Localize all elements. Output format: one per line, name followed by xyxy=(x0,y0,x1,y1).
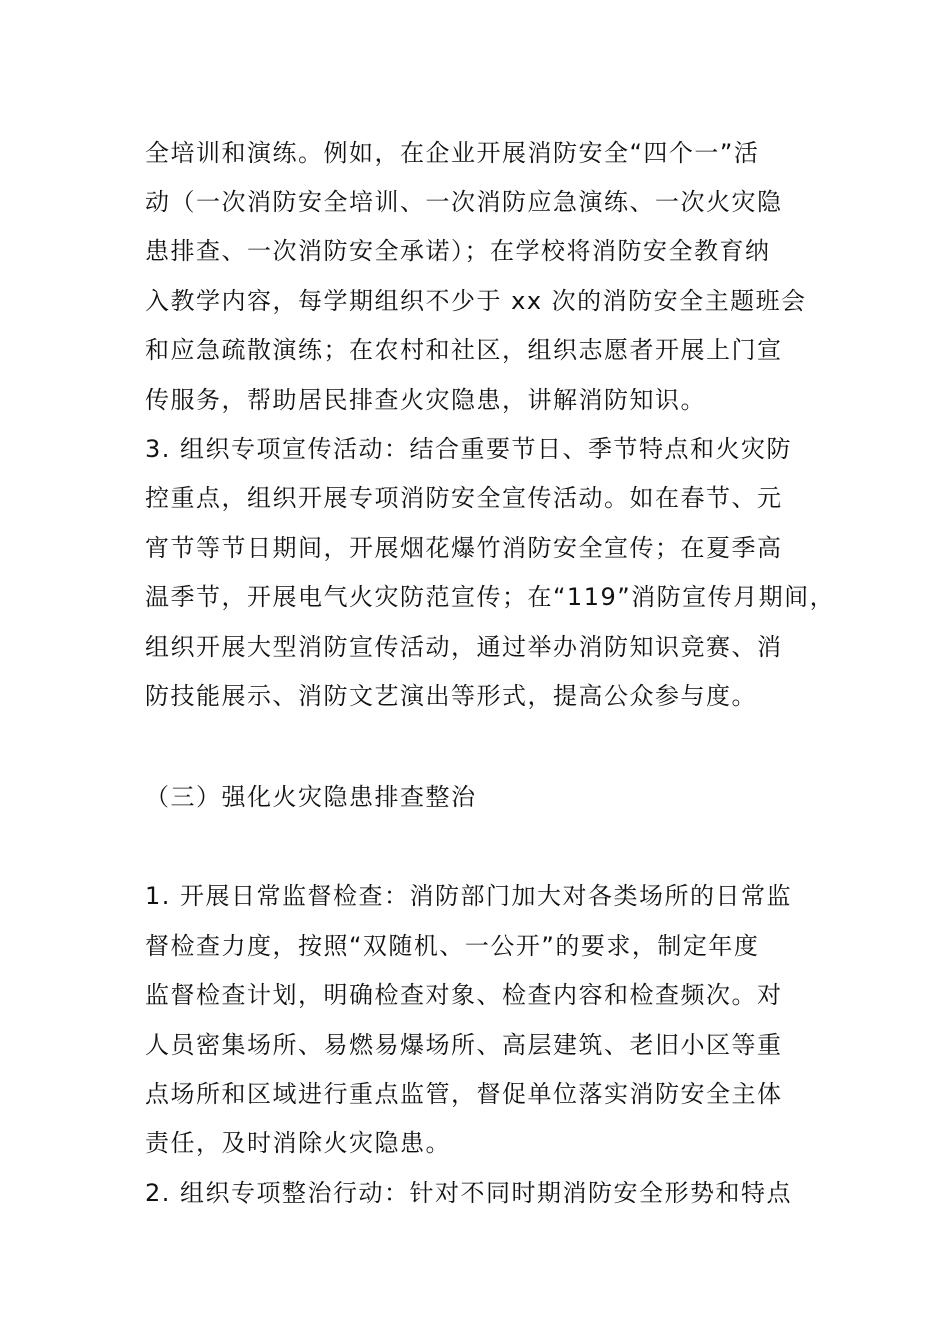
text-line: 2. 组织专项整治行动：针对不同时期消防安全形势和特点 xyxy=(145,1179,793,1207)
section-heading: （三）强化火灾隐患排查整治 xyxy=(145,783,477,811)
text-line: 督检查力度，按照“双随机、一公开”的要求，制定年度 xyxy=(145,932,760,960)
text-line: 防技能展示、消防文艺演出等形式，提高公众参与度。 xyxy=(145,682,757,710)
text-line: 入教学内容，每学期组织不少于 xx 次的消防安全主题班会 xyxy=(145,287,807,315)
text-line: 传服务，帮助居民排查火灾隐患，讲解消防知识。 xyxy=(145,386,706,414)
text-line: 和应急疏散演练；在农村和社区，组织志愿者开展上门宣 xyxy=(145,336,783,364)
text-line: 点场所和区域进行重点监管，督促单位落实消防安全主体 xyxy=(145,1080,783,1108)
text-line: 温季节，开展电气火灾防范宣传；在“119”消防宣传月期间， xyxy=(145,583,836,611)
text-line: 宵节等节日期间，开展烟花爆竹消防安全宣传；在夏季高 xyxy=(145,534,783,562)
text-line: 1. 开展日常监督检查：消防部门加大对各类场所的日常监 xyxy=(145,882,793,910)
text-line: 全培训和演练。例如，在企业开展消防安全“四个一”活 xyxy=(145,139,760,167)
text-line: 3. 组织专项宣传活动：结合重要节日、季节特点和火灾防 xyxy=(145,435,793,463)
text-line: 监督检查计划，明确检查对象、检查内容和检查频次。对 xyxy=(145,981,783,1009)
text-line: 组织开展大型消防宣传活动，通过举办消防知识竞赛、消 xyxy=(145,633,783,661)
text-line: 责任，及时消除火灾隐患。 xyxy=(145,1129,451,1157)
text-line: 人员密集场所、易燃易爆场所、高层建筑、老旧小区等重 xyxy=(145,1031,783,1059)
text-line: 动（一次消防安全培训、一次消防应急演练、一次火灾隐 xyxy=(145,188,783,216)
text-line: 控重点，组织开展专项消防安全宣传活动。如在春节、元 xyxy=(145,484,783,512)
text-line: 患排查、一次消防安全承诺）；在学校将消防安全教育纳 xyxy=(145,237,771,265)
